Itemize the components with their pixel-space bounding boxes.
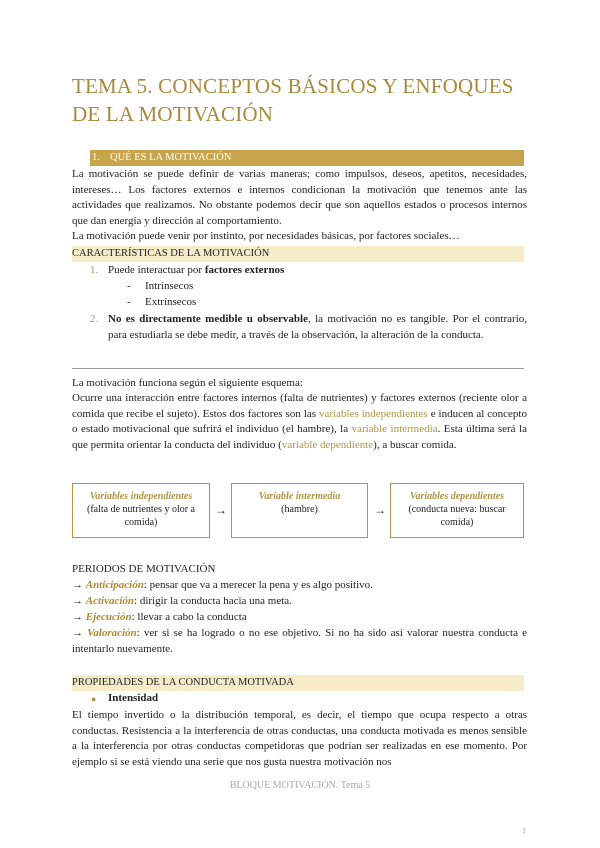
text-run: ), a buscar comida. (373, 438, 457, 451)
page-number: 1 (522, 826, 526, 835)
bullet-icon: ● (91, 694, 97, 704)
periodo-value: : dirigir la conducta hacia una meta. (134, 595, 292, 607)
arrow-icon: → (72, 595, 83, 607)
list-item-bold: No es directamente medible u observable (108, 313, 308, 325)
periodo-item (72, 578, 527, 594)
list-number: 1. (90, 264, 99, 276)
page-title: TEMA 5. CONCEPTOS BÁSICOS Y ENFOQUES DE LA MOTIVACIÓN (72, 74, 514, 126)
section-number: 1. (92, 152, 100, 163)
paragraph-intensidad: El tiempo invertido o la distribución temporal, es decir, el tiempo que ocupa respecto a otras conductas. Resistencia a la interferencia de otras conductas, una conducta motivada es menos sensible a la interferencia por otras conductas competidoras que podrían ser realizadas en ese momento. Por ejemplo si se está viendo una serie que nos gusta nuestra motivación nos (72, 709, 527, 768)
box-description: (conducta nueva: buscar comida) (408, 504, 506, 528)
arrow-icon: → (72, 627, 83, 639)
box-title: Variables dependientes (409, 491, 505, 502)
sub-dash: - (127, 280, 131, 292)
highlight-variables-independientes: variables independientes (319, 407, 428, 420)
box-variables-independientes (72, 483, 210, 538)
list-item-bold: factores externos (204, 264, 285, 276)
list-number: 2. (90, 313, 99, 325)
divider (72, 368, 524, 369)
paragraph-definicion: La motivación se puede definir de varias maneras; como impulsos, deseos, apetitos, necesidades, intereses… Los factores externos e internos condicionan la motivación que tenemos ante las actividades que realizamos. No obstante podemos decir que son aquellos estados o procesos internos que dan energía y dirección al comportamiento. (72, 168, 527, 227)
list-item-medible (108, 312, 527, 343)
periodo-value: : llevar a cabo la conducta (131, 611, 247, 623)
text-run: Ocurre una interacción entre factores internos (falta de nutrientes) y factores externos (reciente olor a comida que recibe el sujeto). Estos dos factores son las (72, 392, 527, 420)
periodo-value: : ver si se ha logrado o no ese objetivo. Si no ha sido así valorar nuestra conducta e intentarlo nuevamente. (72, 627, 527, 655)
box-title: Variable intermedia (258, 491, 341, 502)
heading-periodos: PERIODOS DE MOTIVACIÓN (72, 563, 216, 575)
box-variable-intermedia (231, 483, 368, 538)
section-heading-caracteristicas: CARACTERÍSTICAS DE LA MOTIVACIÓN (72, 248, 270, 259)
list-item-text: Puede interactuar por (108, 264, 205, 276)
page-footer: BLOQUE MOTIVACIÓN. Tema 5 (229, 780, 371, 791)
periodo-item (72, 594, 527, 610)
arrow-icon: → (374, 503, 386, 517)
box-description: (falta de nutrientes y olor a comida) (86, 504, 195, 528)
sub-item-intrinsecos: Intrínsecos (145, 280, 194, 292)
periodo-key: Valoración (87, 627, 137, 639)
periodo-key: Anticipación (85, 579, 144, 591)
paragraph-esquema-intro: La motivación funciona según el siguiente esquema: (72, 377, 303, 389)
highlight-variable-dependiente: variable dependiente (281, 438, 374, 451)
text-run: e inducen al concepto o estado motivacional que sufrirá el individuo (el hambre), la (72, 407, 527, 436)
box-description: (hambre) (281, 504, 318, 515)
list-item-text: , la motivación no es tangible. Por el contrario, para estudiarla se debe medir, a través de la observación, la alteración de la conducta. (108, 313, 527, 341)
list-item (108, 263, 284, 279)
arrow-icon: → (215, 503, 227, 517)
arrow-icon: → (72, 611, 83, 623)
periodo-item (72, 626, 527, 657)
heading-intensidad: Intensidad (108, 692, 159, 704)
sub-dash: - (127, 296, 131, 308)
highlight-variable-intermedia: variable intermedia (351, 423, 438, 436)
periodo-key: Ejecución (85, 611, 132, 623)
periodo-item (72, 610, 527, 626)
section-heading-que-es: QUÉ ES LA MOTIVACIÓN (110, 152, 232, 163)
text-run: . Esta última será la que permita orientar la conducta del individuo ( (72, 423, 527, 451)
sub-item-extrinsecos: Extrínsecos (145, 296, 197, 308)
section-heading-propiedades: PROPIEDADES DE LA CONDUCTA MOTIVADA (72, 677, 294, 688)
arrow-icon: → (72, 579, 83, 591)
box-variables-dependientes (390, 483, 524, 538)
periodo-key: Activación (85, 595, 135, 607)
paragraph-origen: La motivación puede venir por instinto, por necesidades básicas, por factores sociales… (72, 230, 460, 242)
paragraph-esquema (72, 391, 527, 453)
periodo-value: : pensar que va a merecer la pena y es algo positivo. (143, 579, 373, 591)
box-title: Variables independientes (89, 491, 193, 502)
